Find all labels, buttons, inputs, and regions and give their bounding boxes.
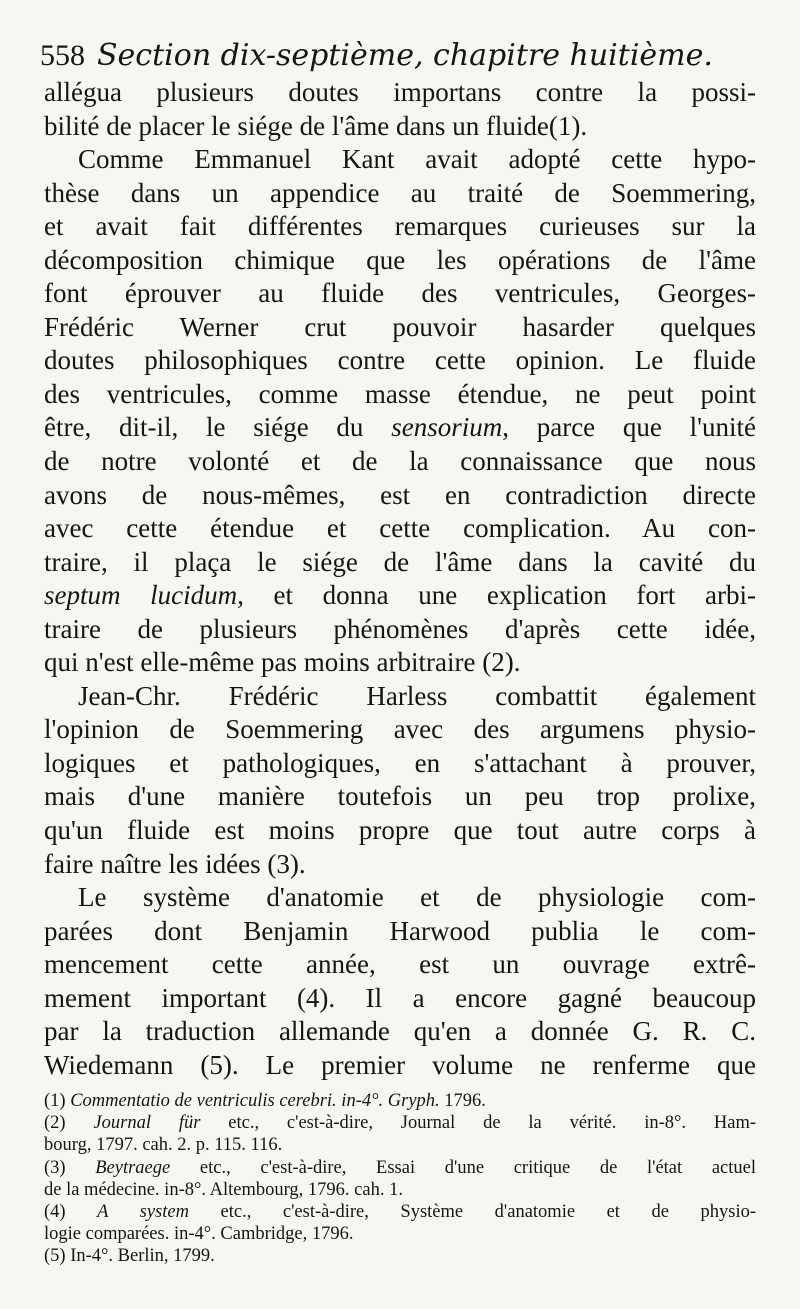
line-text: (3): [44, 1157, 96, 1178]
line-text: 1796.: [439, 1091, 486, 1111]
line-text: (2): [44, 1113, 94, 1134]
footnote-line: [44, 1090, 756, 1112]
running-header: [40, 36, 760, 76]
running-title: Section dix-septième, chapitre huitième.: [97, 38, 713, 73]
footnotes: [44, 1090, 756, 1268]
text-line: par la traduction allemande qu'en a donnée G. R. C.: [44, 1016, 756, 1047]
text-line: et avait fait différentes remarques curieuses sur la: [44, 211, 756, 242]
italic-text: Commentatio de ventriculis cerebri. in-4°. Gryph.: [70, 1091, 440, 1111]
line-text: etc., c'est-à-dire, Système d'anatomie et de physio-: [188, 1202, 757, 1223]
text-line: bilité de placer le siége de l'âme dans un fluide(1).: [44, 110, 588, 141]
text-line: avons de nous-mêmes, est en contradiction directe: [44, 479, 756, 510]
text-line: mais d'une manière toutefois un peu trop prolixe,: [44, 781, 756, 812]
text-line: mement important (4). Il a encore gagné beaucoup: [44, 982, 756, 1013]
text-line: avec cette étendue et cette complication. Au con-: [44, 513, 756, 544]
page-number: 558: [40, 39, 85, 72]
footnote-line: [44, 1112, 756, 1134]
italic-text: septum lucidum: [44, 580, 238, 611]
text-line: [44, 579, 756, 613]
line-text: être, dit-il, le siége du: [44, 412, 392, 443]
footnote-line: (5) In-4°. Berlin, 1799.: [44, 1246, 215, 1267]
text-line: doutes philosophiques contre cette opinion. Le fluide: [44, 345, 756, 376]
line-text: , parce que l'unité: [502, 412, 757, 443]
italic-text: A system: [97, 1202, 189, 1223]
text-line: Frédéric Werner crut pouvoir hasarder quelques: [44, 311, 756, 342]
text-line: parées dont Benjamin Harwood publia le com-: [44, 915, 756, 946]
text-line: mencement cette année, est un ouvrage extrê-: [44, 949, 756, 980]
text-line: traire de plusieurs phénomènes d'après cette idée,: [44, 613, 756, 644]
text-line: qu'un fluide est moins propre que tout autre corps à: [44, 815, 756, 846]
text-line: des ventricules, comme masse étendue, ne peut point: [44, 378, 756, 409]
footnote-line: logie comparées. in-4°. Cambridge, 1796.: [44, 1224, 354, 1245]
text-line: faire naître les idées (3).: [44, 848, 306, 879]
text-line: l'opinion de Soemmering avec des argumens physio-: [44, 714, 756, 745]
footnote-line: de la médecine. in-8°. Altembourg, 1796. cah. 1.: [44, 1179, 403, 1200]
line-text: etc., c'est-à-dire, Essai d'une critique de l'état actuel: [170, 1157, 756, 1178]
line-text: etc., c'est-à-dire, Journal de la vérité. in-8°. Ham-: [200, 1113, 756, 1134]
text-line: Comme Emmanuel Kant avait adopté cette hypo-: [78, 144, 756, 175]
text-line: thèse dans un appendice au traité de Soemmering,: [44, 177, 756, 208]
italic-text: sensorium: [391, 412, 503, 443]
line-text: (1): [44, 1091, 71, 1111]
text-line: [44, 411, 756, 445]
text-line: traire, il plaça le siége de l'âme dans la cavité du: [44, 546, 756, 577]
text-line: de notre volonté et de la connaissance que nous: [44, 446, 756, 477]
footnote-line: [44, 1157, 756, 1179]
text-line: décomposition chimique que les opérations de l'âme: [44, 244, 756, 275]
footnote-line: [44, 1201, 756, 1223]
text-line: qui n'est elle-même pas moins arbitraire (2).: [44, 647, 521, 678]
italic-text: Journal für: [93, 1113, 201, 1134]
main-text: [44, 76, 756, 1082]
footnote-line: bourg, 1797. cah. 2. p. 115. 116.: [44, 1135, 283, 1156]
text-line: logiques et pathologiques, en s'attachant à prouver,: [44, 747, 756, 778]
text-line: font éprouver au fluide des ventricules, Georges-: [44, 278, 756, 309]
text-line: Jean-Chr. Frédéric Harless combattit également: [78, 680, 756, 711]
line-text: (4): [44, 1202, 98, 1223]
text-line: Le système d'anatomie et de physiologie com-: [78, 882, 756, 913]
text-line: allégua plusieurs doutes importans contre la possi-: [44, 77, 756, 107]
line-text: , et donna une explication fort arbi-: [237, 580, 756, 611]
italic-text: Beytraege: [95, 1157, 171, 1178]
text-line: Wiedemann (5). Le premier volume ne renferme que: [44, 1049, 756, 1080]
